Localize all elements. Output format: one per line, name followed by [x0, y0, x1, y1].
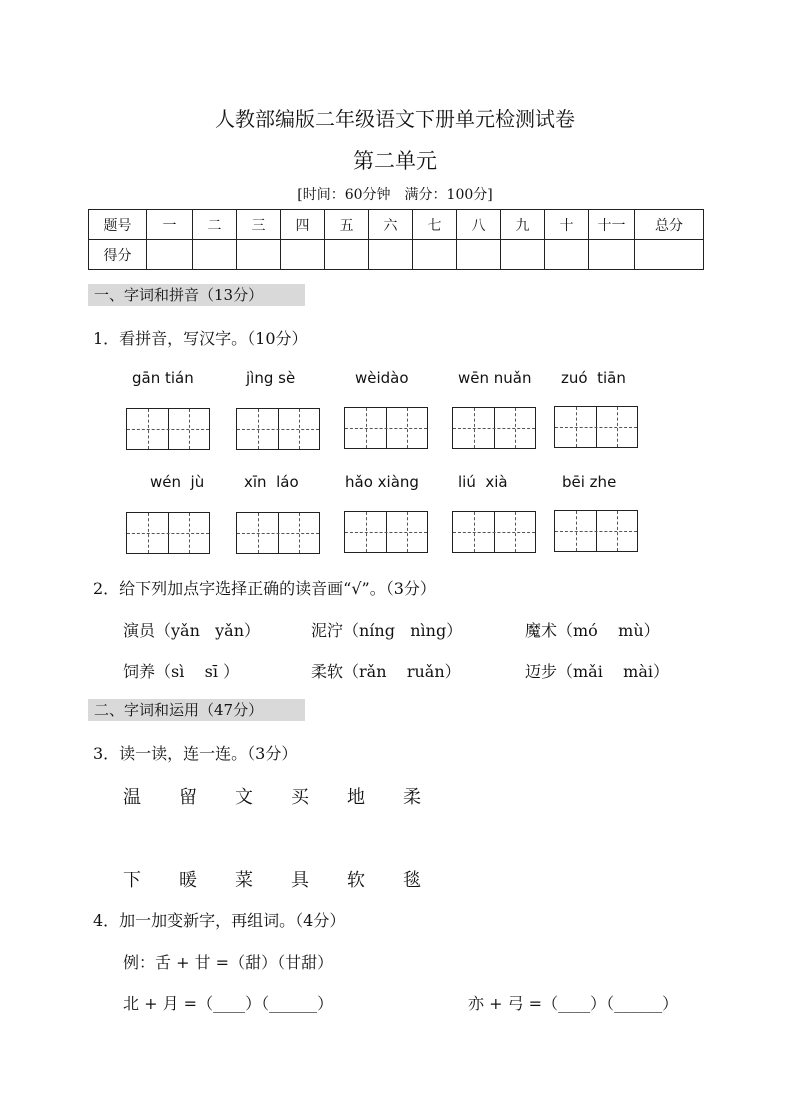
writing-grid[interactable] — [126, 408, 210, 450]
pinyin-label: gān tián — [132, 369, 194, 387]
match-char-bottom[interactable]: 暖 — [179, 870, 197, 891]
table-cell: 六 — [369, 210, 413, 240]
table-cell: 十 — [545, 210, 589, 240]
writing-grid[interactable] — [452, 511, 536, 553]
score-table — [88, 209, 704, 270]
score-cell[interactable] — [325, 240, 369, 270]
score-cell[interactable] — [369, 240, 413, 270]
writing-grid[interactable] — [236, 512, 320, 554]
section-heading-1: 一、字词和拼音（13分） — [88, 284, 305, 306]
score-cell[interactable] — [589, 240, 635, 270]
table-cell: 九 — [501, 210, 545, 240]
match-char-top[interactable]: 留 — [179, 787, 197, 808]
match-char-bottom[interactable]: 菜 — [235, 870, 253, 891]
time-info: [时间：60分钟 满分：100分] — [297, 187, 493, 203]
pinyin-label: bēi zhe — [562, 473, 617, 491]
writing-grid[interactable] — [344, 511, 428, 553]
score-cell[interactable] — [635, 240, 704, 270]
table-cell: 四 — [281, 210, 325, 240]
match-char-top[interactable]: 柔 — [403, 787, 421, 808]
match-char-top[interactable]: 买 — [291, 787, 309, 808]
writing-grid[interactable] — [344, 407, 428, 449]
example-text: 例：舌 + 甘 =（甜）（甘甜） — [123, 953, 334, 972]
score-cell[interactable] — [237, 240, 281, 270]
match-char-top[interactable]: 温 — [123, 787, 141, 808]
score-cell[interactable] — [457, 240, 501, 270]
pinyin-label: xīn láo — [244, 473, 299, 491]
score-cell[interactable] — [281, 240, 325, 270]
question-4-label: 4．加一加变新字，再组词。（4分） — [93, 911, 346, 930]
pinyin-label: zuó tiān — [561, 369, 626, 387]
pinyin-label: hǎo xiàng — [345, 473, 419, 491]
section-heading-2: 二、字词和运用（47分） — [88, 699, 305, 721]
pinyin-label: wén jù — [150, 473, 205, 491]
writing-grid[interactable] — [554, 406, 638, 448]
pinyin-label: jìng sè — [246, 369, 296, 387]
match-char-top[interactable]: 地 — [347, 787, 365, 808]
pronunciation-choice[interactable]: 饲养（sì sī ） — [123, 662, 240, 681]
pinyin-label: wēn nuǎn — [458, 369, 532, 387]
score-cell[interactable] — [413, 240, 457, 270]
pronunciation-choice[interactable]: 演员（yǎn yǎn） — [123, 621, 261, 640]
score-table-score-row — [89, 240, 704, 270]
table-cell: 八 — [457, 210, 501, 240]
pronunciation-choice[interactable]: 泥泞（níng nìng） — [311, 621, 463, 640]
table-cell: 五 — [325, 210, 369, 240]
match-char-bottom[interactable]: 具 — [291, 870, 309, 891]
pinyin-label: liú xià — [458, 473, 508, 491]
table-cell: 一 — [147, 210, 193, 240]
question-1-label: 1．看拼音，写汉字。（10分） — [93, 329, 308, 348]
table-cell: 七 — [413, 210, 457, 240]
match-char-bottom[interactable]: 下 — [123, 870, 141, 891]
question-2-label: 2．给下列加点字选择正确的读音画“√”。（3分） — [93, 579, 436, 598]
writing-grid[interactable] — [236, 408, 320, 450]
unit-title: 第二单元 — [353, 149, 437, 173]
score-label: 得分 — [89, 240, 147, 270]
question-3-label: 3．读一读，连一连。（3分） — [93, 744, 298, 763]
compose-item[interactable]: 亦 + 弓 =（____）（______） — [468, 994, 679, 1013]
match-char-bottom[interactable]: 软 — [347, 870, 365, 891]
table-cell: 三 — [237, 210, 281, 240]
table-cell: 十一 — [589, 210, 635, 240]
pinyin-label: wèidào — [355, 369, 409, 387]
table-cell: 总分 — [635, 210, 704, 240]
table-cell: 二 — [193, 210, 237, 240]
score-cell[interactable] — [545, 240, 589, 270]
exam-title: 人教部编版二年级语文下册单元检测试卷 — [215, 107, 575, 131]
writing-grid[interactable] — [452, 407, 536, 449]
pronunciation-choice[interactable]: 柔软（rǎn ruǎn） — [311, 662, 461, 681]
compose-item[interactable]: 北 + 月 =（____）（______） — [123, 994, 334, 1013]
writing-grid[interactable] — [554, 510, 638, 552]
score-cell[interactable] — [147, 240, 193, 270]
pronunciation-choice[interactable]: 魔术（mó mù） — [525, 621, 660, 640]
score-table-header-row — [89, 210, 704, 240]
writing-grid[interactable] — [126, 512, 210, 554]
match-char-top[interactable]: 文 — [235, 787, 253, 808]
score-cell[interactable] — [193, 240, 237, 270]
table-cell: 题号 — [89, 210, 147, 240]
score-cell[interactable] — [501, 240, 545, 270]
pronunciation-choice[interactable]: 迈步（mǎi mài） — [525, 662, 670, 681]
match-char-bottom[interactable]: 毯 — [403, 870, 421, 891]
